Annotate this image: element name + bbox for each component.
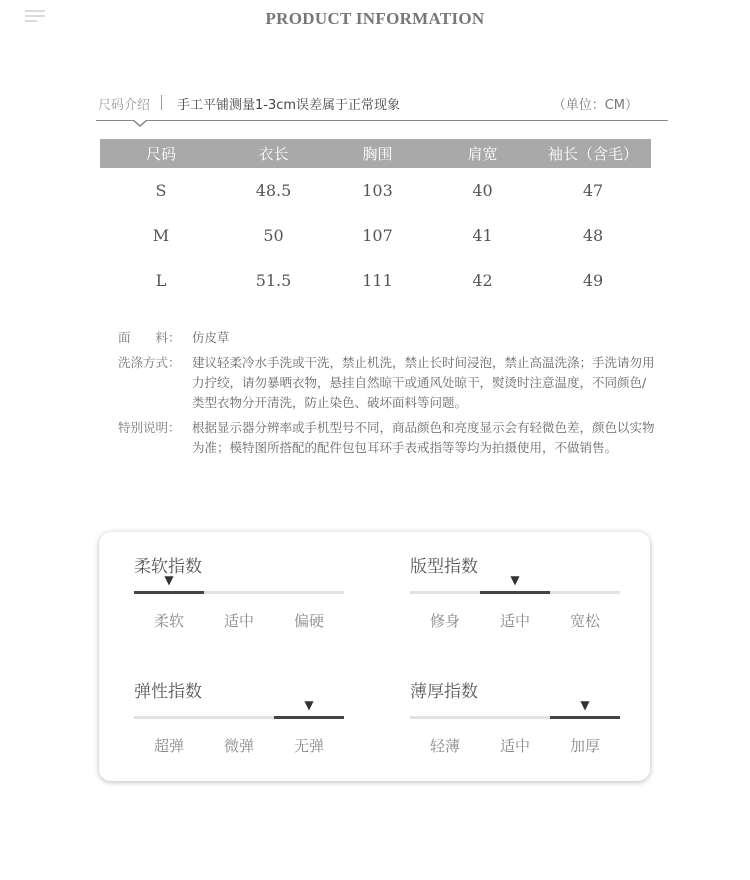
product-info (118, 328, 658, 463)
index-track (134, 591, 344, 594)
index-option: 适中 (499, 612, 530, 630)
table-cell: 48 (582, 226, 604, 245)
table-cell: 40 (472, 181, 493, 200)
notch-pointer-icon (132, 120, 148, 127)
index-title: 薄厚指数 (410, 682, 478, 702)
index-option: 加厚 (569, 737, 600, 755)
table-row (100, 258, 651, 303)
index-track (410, 716, 620, 719)
table-cell: 51.5 (255, 271, 292, 290)
table-cell: 49 (582, 271, 604, 290)
divider (161, 95, 162, 110)
index-fill (274, 716, 344, 719)
unit-label: （单位：CM） (552, 98, 638, 113)
table-cell: S (155, 181, 167, 200)
index-option: 适中 (499, 737, 530, 755)
table-cell: 41 (472, 226, 493, 245)
page-title: PRODUCT INFORMATION (265, 9, 485, 28)
thickness-index (410, 677, 620, 755)
index-title: 柔软指数 (134, 557, 202, 577)
index-track (134, 716, 344, 719)
table-cell: 111 (362, 271, 393, 290)
size-intro-label: 尺码介绍 (98, 98, 151, 113)
index-option: 轻薄 (429, 737, 460, 755)
index-option: 柔软 (153, 612, 184, 630)
level-marker-icon: ▼ (580, 698, 590, 712)
info-row-special-note (118, 418, 658, 458)
index-fill (550, 716, 620, 719)
index-option: 偏硬 (293, 612, 324, 630)
column-header: 袖长（含毛） (535, 139, 651, 168)
index-option: 无弹 (293, 737, 324, 755)
info-key: 洗涤方式： (118, 355, 181, 370)
table-cell: L (155, 271, 167, 290)
info-value: 仿皮草 (192, 330, 230, 345)
info-key: 面 料： (118, 330, 181, 345)
size-intro-bar (97, 92, 668, 122)
table-row (100, 213, 651, 258)
level-marker-icon: ▼ (304, 698, 314, 712)
index-title: 弹性指数 (134, 682, 202, 702)
info-value: 根据显示器分辨率或手机型号不同，商品颜色和亮度显示会有轻微色差，颜色以实物为准；模特图所搭配的配件包包耳环手表戒指等等均为拍摄使用，不做销售。 (192, 420, 655, 455)
elasticity-index (134, 677, 344, 755)
index-title: 版型指数 (410, 557, 478, 577)
index-track (410, 591, 620, 594)
index-option: 修身 (429, 612, 460, 630)
divider-line (96, 120, 668, 121)
level-marker-icon: ▼ (164, 573, 174, 587)
table-cell: 103 (362, 181, 393, 200)
table-row (100, 168, 651, 213)
softness-index (134, 552, 344, 630)
table-cell: 107 (362, 226, 393, 245)
column-header: 尺码 (100, 139, 222, 168)
info-key: 特别说明： (118, 420, 181, 435)
index-option: 微弹 (223, 737, 254, 755)
measurement-note: 手工平铺测量1-3cm误差属于正常现象 (177, 98, 401, 113)
table-cell: M (152, 226, 170, 245)
table-cell: 48.5 (255, 181, 292, 200)
column-header: 胸围 (325, 139, 430, 168)
index-fill (480, 591, 550, 594)
info-row-fabric (118, 328, 658, 348)
table-cell: 47 (582, 181, 604, 200)
table-cell: 42 (472, 271, 493, 290)
index-option: 超弹 (153, 737, 184, 755)
info-value: 建议轻柔冷水手洗或干洗，禁止机洗，禁止长时间浸泡，禁止高温洗涤；手洗请勿用力拧绞，请勿暴晒衣物，悬挂自然晾干或通风处晾干，熨烫时注意温度，不同颜色/类型衣物分开清洗，防止染色、破坏面料等问题。 (192, 355, 655, 410)
index-fill (134, 591, 204, 594)
column-header: 衣长 (222, 139, 325, 168)
info-row-washing (118, 353, 658, 413)
size-table (100, 139, 651, 303)
index-option: 适中 (223, 612, 254, 630)
product-index-card (99, 532, 650, 781)
table-header-row (100, 139, 651, 168)
column-header: 肩宽 (430, 139, 535, 168)
table-cell: 50 (263, 226, 284, 245)
fit-index (410, 552, 620, 630)
index-option: 宽松 (569, 612, 600, 630)
level-marker-icon: ▼ (510, 573, 520, 587)
